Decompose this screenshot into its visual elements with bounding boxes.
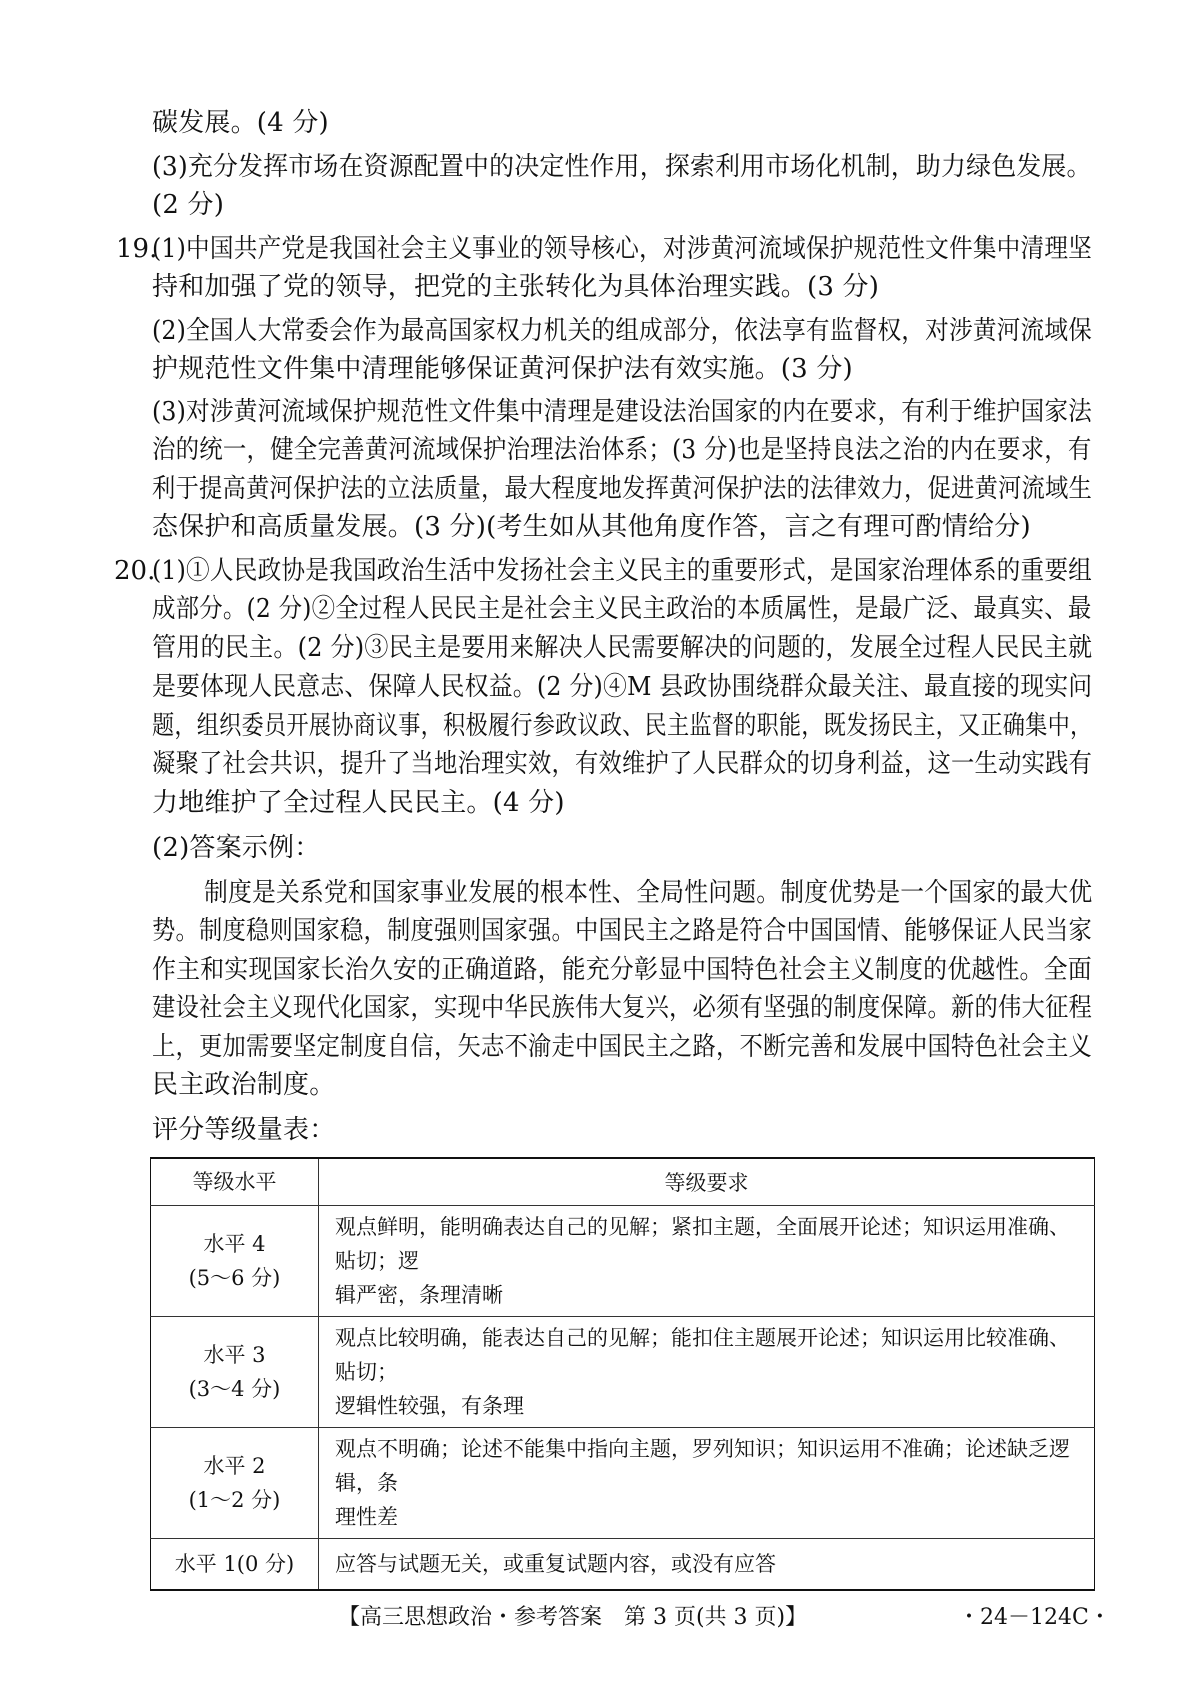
text-line: 民主政治制度。 xyxy=(152,1070,336,1100)
text-line: 凝聚了社会共识，提升了当地治理实效，有效维护了人民群众的切身利益，这一生动实践有 xyxy=(152,749,1093,779)
requirement-cell xyxy=(319,1539,1095,1591)
table-header-cell: 等级水平 xyxy=(151,1158,319,1206)
level-cell xyxy=(151,1206,319,1317)
text-line: (2)全国人大常委会作为最高国家权力机关的组成部分，依法享有监督权，对涉黄河流域保 xyxy=(152,316,1093,346)
text-line: (3)充分发挥市场在资源配置中的决定性作用，探索利用市场化机制，助力绿色发展。 xyxy=(152,152,1092,182)
table-row xyxy=(151,1539,1095,1591)
level-range: (1～2 分) xyxy=(188,1488,281,1512)
question-number: 20. xyxy=(114,556,156,586)
requirement-cell xyxy=(319,1206,1095,1317)
text-line: (2)答案示例： xyxy=(152,833,321,863)
text-line: 碳发展。(4 分) xyxy=(152,108,329,138)
text-line: (1)①人民政协是我国政治生活中发扬社会主义民主的重要形式，是国家治理体系的重要组 xyxy=(152,556,1093,586)
table-row xyxy=(151,1317,1095,1428)
text-line: 态保护和高质量发展。(3 分)(考生如从其他角度作答，言之有理可酌情给分) xyxy=(152,512,1031,542)
text-line: 评分等级量表： xyxy=(152,1115,336,1145)
question-number: 19. xyxy=(116,234,158,264)
text-line: (2 分) xyxy=(152,190,225,220)
requirement-text: 逻辑性较强，有条理 xyxy=(335,1394,524,1418)
level-name: 水平 4 xyxy=(203,1232,266,1256)
requirement-cell xyxy=(319,1317,1095,1428)
table-header-row xyxy=(151,1158,1095,1206)
text-line: 制度是关系党和国家事业发展的根本性、全局性问题。制度优势是一个国家的最大优 xyxy=(204,878,1093,908)
footer-title: 【高三思想政治・参考答案 第 3 页(共 3 页)】 xyxy=(338,1605,808,1630)
level-cell xyxy=(151,1539,319,1591)
level-name: 水平 3 xyxy=(203,1343,266,1367)
text-line: 管用的民主。(2 分)③民主是要用来解决人民需要解决的问题的，发展全过程人民民主就 xyxy=(152,633,1093,663)
level-cell xyxy=(151,1317,319,1428)
level-cell xyxy=(151,1428,319,1539)
text-line: 是要体现人民意志、保障人民权益。(2 分)④M 县政协围绕群众最关注、最直接的现实问 xyxy=(152,672,1093,702)
footer-code: ・24－124C・ xyxy=(958,1605,1111,1630)
text-line: 持和加强了党的领导，把党的主张转化为具体治理实践。(3 分) xyxy=(152,272,880,302)
table-row xyxy=(151,1428,1095,1539)
requirement-text: 观点不明确；论述不能集中指向主题，罗列知识；知识运用不准确；论述缺乏逻辑，条 xyxy=(335,1437,1070,1495)
table-row xyxy=(151,1206,1095,1317)
text-line: 治的统一，健全完善黄河流域保护治理法治体系；(3 分)也是坚持良法之治的内在要求，有 xyxy=(152,435,1092,465)
level-range: (5～6 分) xyxy=(188,1266,281,1290)
text-line: 势。制度稳则国家稳，制度强则国家强。中国民主之路是符合中国国情、能够保证人民当家 xyxy=(152,916,1093,946)
table-header-cell: 等级要求 xyxy=(319,1158,1095,1206)
text-line: 力地维护了全过程人民民主。(4 分) xyxy=(152,788,565,818)
level-range: (3～4 分) xyxy=(188,1377,281,1401)
text-line: 作主和实现国家长治久安的正确道路，能充分彰显中国特色社会主义制度的优越性。全面 xyxy=(152,955,1092,985)
requirement-text: 应答与试题无关，或重复试题内容，或没有应答 xyxy=(335,1552,776,1576)
grading-scale-table xyxy=(150,1157,1095,1591)
requirement-text: 观点鲜明，能明确表达自己的见解；紧扣主题，全面展开论述；知识运用准确、贴切；逻 xyxy=(335,1215,1070,1273)
requirement-cell xyxy=(319,1428,1095,1539)
text-line: 护规范性文件集中清理能够保证黄河保护法有效实施。(3 分) xyxy=(152,354,853,384)
text-line: (1)中国共产党是我国社会主义事业的领导核心，对涉黄河流域保护规范性文件集中清理坚 xyxy=(152,234,1093,264)
requirement-text: 辑严密，条理清晰 xyxy=(335,1283,503,1307)
text-line: 上，更加需要坚定制度自信，矢志不渝走中国民主之路，不断完善和发展中国特色社会主义 xyxy=(152,1032,1093,1062)
requirement-text: 观点比较明确，能表达自己的见解；能扣住主题展开论述；知识运用比较准确、贴切； xyxy=(335,1326,1070,1384)
text-line: 建设社会主义现代化国家，实现中华民族伟大复兴，必须有坚强的制度保障。新的伟大征程 xyxy=(152,993,1093,1023)
level-name: 水平 2 xyxy=(203,1454,266,1478)
requirement-text: 理性差 xyxy=(335,1505,398,1529)
text-line: 成部分。(2 分)②全过程人民民主是社会主义民主政治的本质属性，是最广泛、最真实、最 xyxy=(152,594,1092,624)
text-line: 题，组织委员开展协商议事，积极履行参政议政、民主监督的职能，既发扬民主，又正确集中， xyxy=(152,711,1093,741)
text-line: 利于提高黄河保护法的立法质量，最大程度地发挥黄河保护法的法律效力，促进黄河流域生 xyxy=(152,474,1093,504)
level-name: 水平 1(0 分) xyxy=(174,1552,295,1576)
text-line: (3)对涉黄河流域保护规范性文件集中清理是建设法治国家的内在要求，有利于维护国家法 xyxy=(152,397,1093,427)
